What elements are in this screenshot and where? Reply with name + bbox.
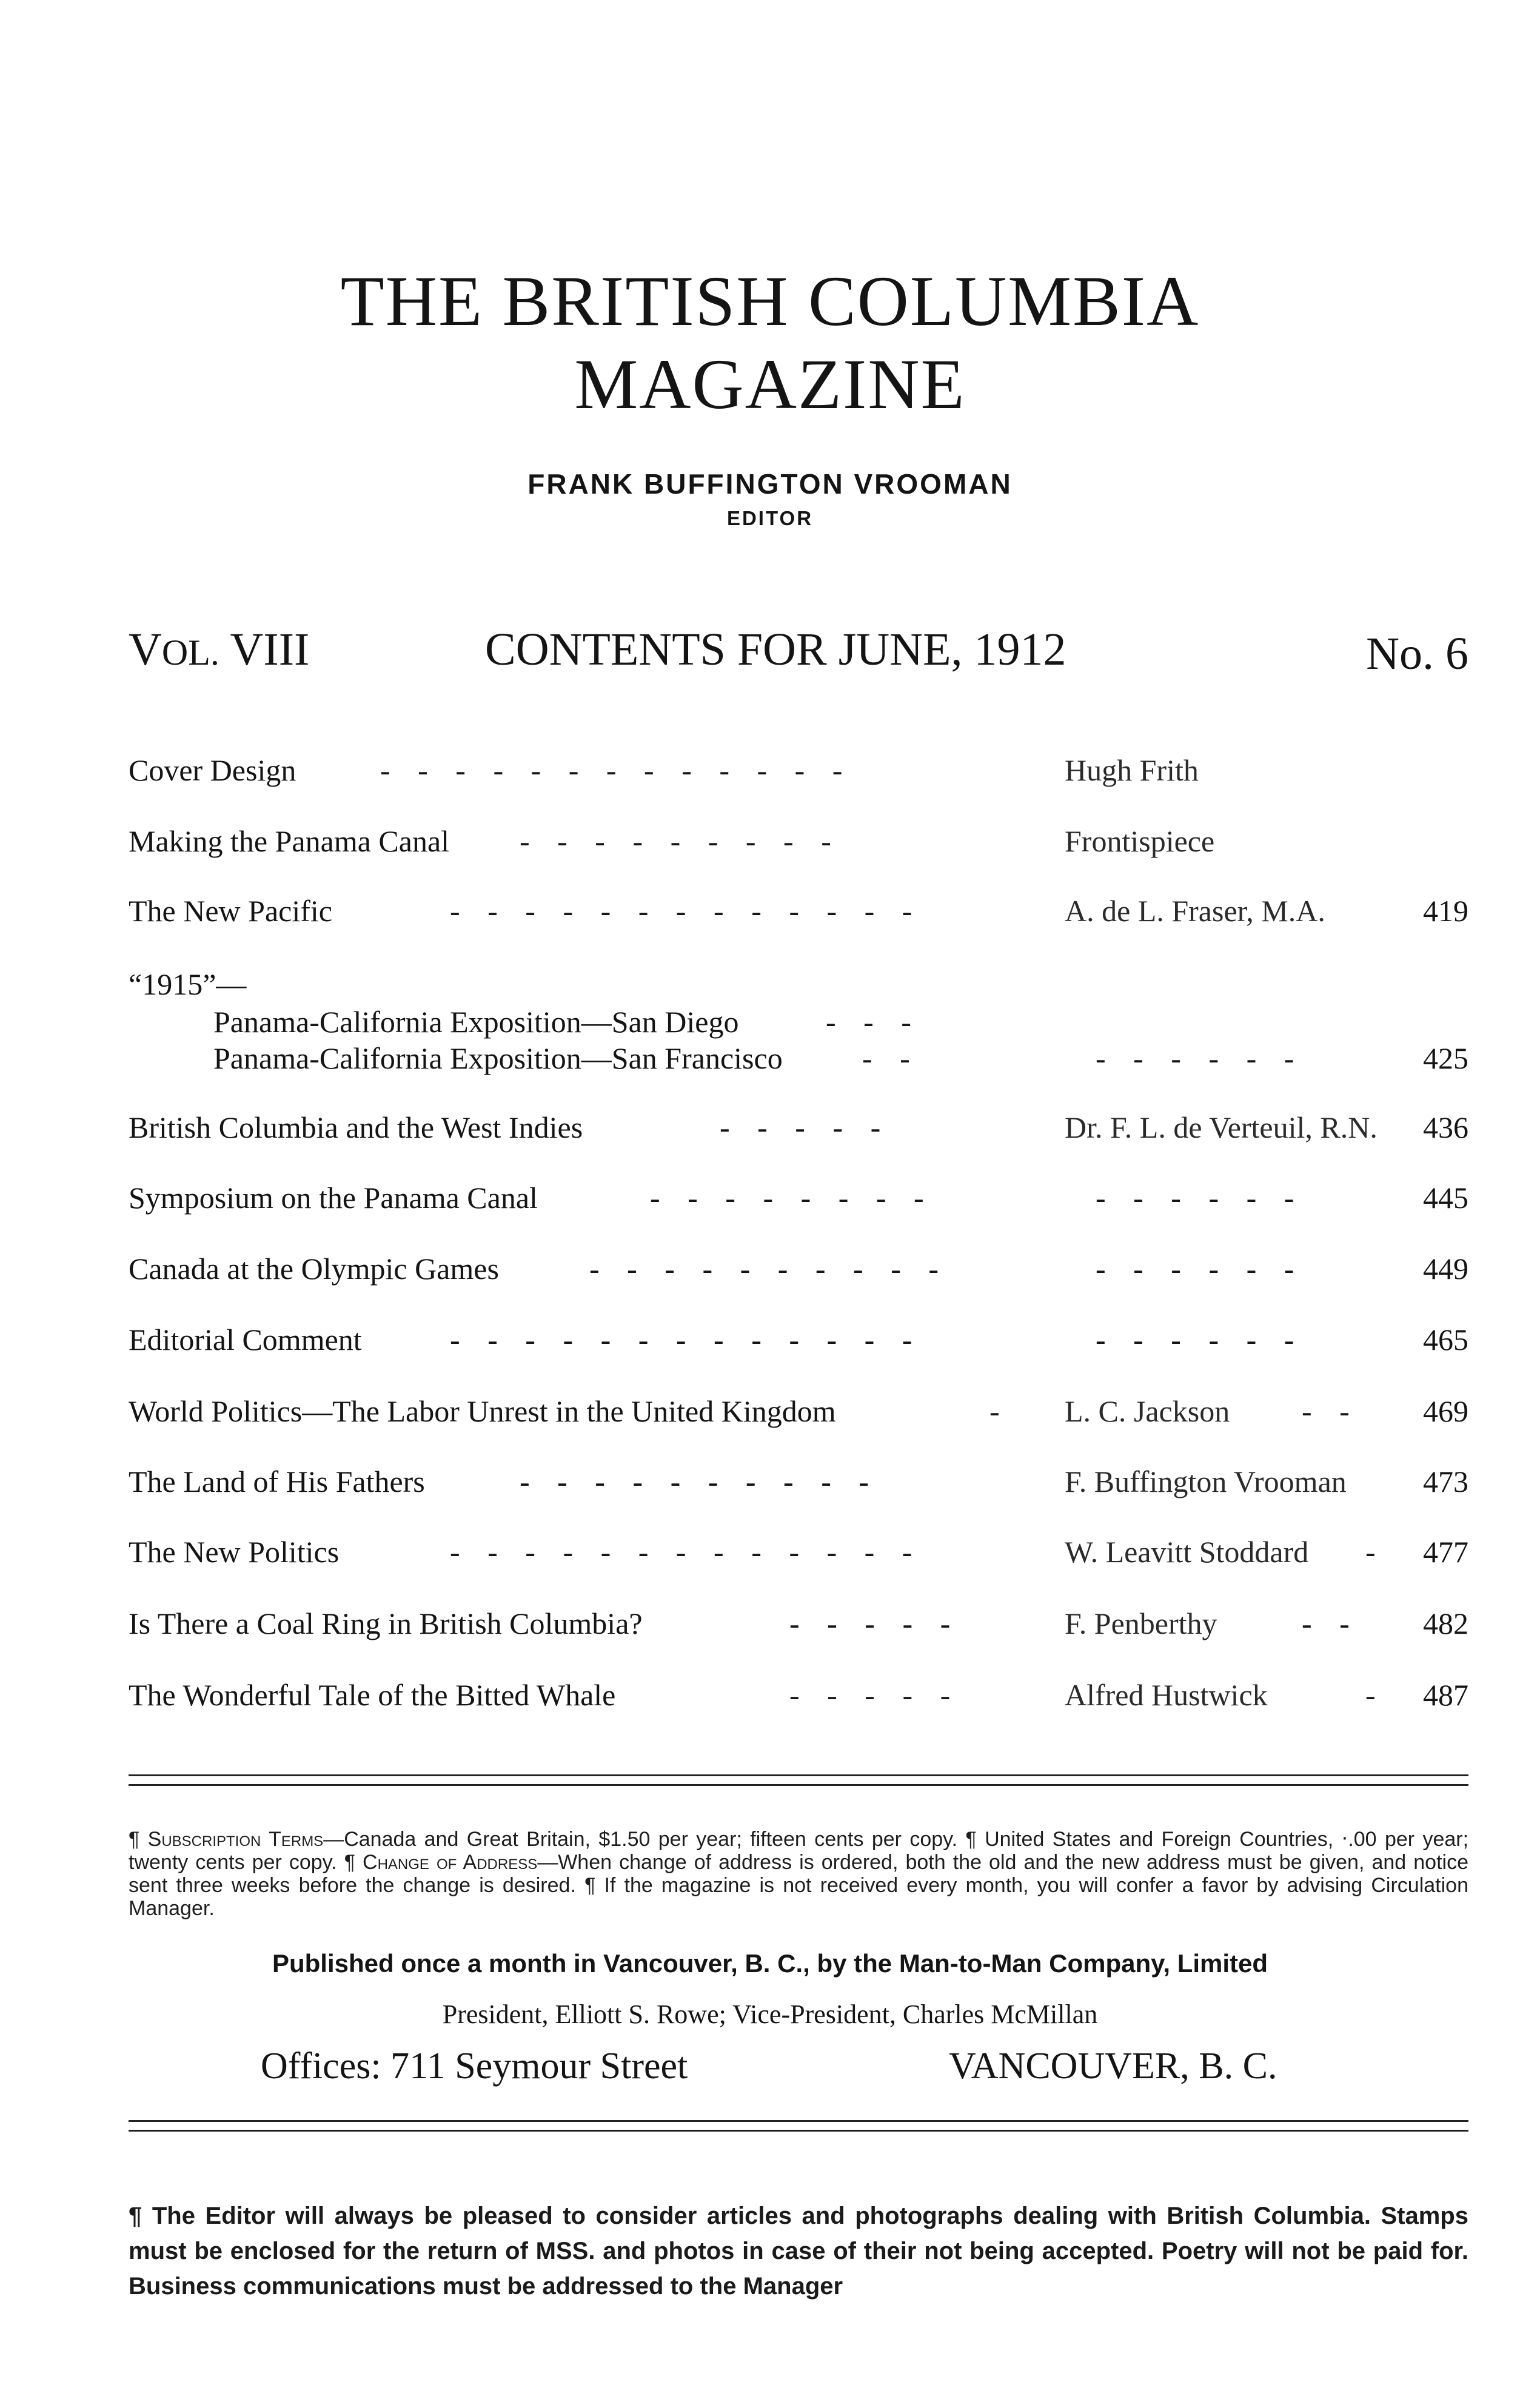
city-name: VANCOUVER, B. C. [949,2045,1277,2087]
toc-trail-leader: - - - - - - [1096,1041,1296,1075]
toc-page: 482 [1423,1606,1468,1640]
issue-number: No. 6 [1366,628,1468,679]
magazine-title-line2: MAGAZINE [574,344,966,424]
subscription-terms-text: —Canada and Great Britain, $1.50 per year; fifteen cents per copy. [323,1828,958,1851]
toc-page: 465 [1423,1323,1468,1357]
divider-rule [129,1784,1468,1786]
toc-row [129,755,1468,797]
divider-rule [129,2120,1468,2122]
officers-line: President, Elliott S. Rowe; Vice-President, Charles McMillan [442,1999,1098,2029]
toc-row [129,1183,1468,1225]
toc-row [129,1043,1468,1086]
toc-page: 436 [1423,1110,1468,1144]
toc-page: 419 [1423,894,1468,928]
toc-title: British Columbia and the West Indies [129,1110,583,1144]
delivery-notice-text: If the magazine is not received every month, you will confer a favor by advising Circulation Manager. [129,1874,1468,1920]
toc-title: Is There a Coal Ring in British Columbia? [129,1606,643,1640]
toc-leader: - - - - - - - - - - - - - [450,1535,914,1569]
contents-heading: CONTENTS FOR JUNE, 1912 [485,624,1066,675]
editor-note [129,2198,1468,2304]
magazine-title-line1: THE BRITISH COLUMBIA [340,261,1200,341]
divider-rule [129,1774,1468,1776]
toc-author: Frontispiece [1065,824,1215,858]
toc-leader: - - - - - - - - - - - - - [450,1323,914,1357]
toc-title: Panama-California Exposition—San Francisco [213,1041,783,1075]
toc-leader: - - - - - [789,1606,952,1640]
toc-title: Panama-California Exposition—San Diego [213,1005,739,1039]
toc-trail-leader: - [1365,1535,1377,1569]
toc-row [129,1112,1468,1155]
change-of-address-label: Change of Address [363,1851,538,1874]
toc-author: A. de L. Fraser, M.A. [1065,894,1325,928]
toc-author: F. Buffington Vrooman [1065,1465,1347,1498]
published-line: Published once a month in Vancouver, B. C., by the Man-to-Man Company, Limited [272,1949,1268,1978]
toc-author: Alfred Hustwick [1065,1678,1268,1712]
toc-leader: - - - - - - - - - - [520,1465,871,1498]
toc-row [129,826,1468,868]
toc-trail-leader: - - - - - - [1096,1181,1296,1215]
toc-author: L. C. Jackson [1065,1394,1230,1428]
toc-leader: - [989,1394,1001,1428]
paragraph-mark-icon: ¶ [129,2203,142,2229]
toc-row [129,1324,1468,1367]
volume-prefix: V [129,624,162,675]
toc-title: The Land of His Fathers [129,1465,425,1498]
toc-title: World Politics—The Labor Unrest in the United Kingdom [129,1394,836,1428]
toc-trail-leader: - - [1302,1394,1351,1428]
paragraph-mark-icon: ¶ [965,1828,977,1851]
divider-rule [129,2130,1468,2132]
toc-trail-leader: - - - - - - [1096,1252,1296,1286]
toc-title: The New Politics [129,1535,340,1569]
foreign-terms-text: United States and Foreign Countries, ‧.00 per year; twenty cents per copy. [129,1828,1469,1874]
editor-role: EDITOR [726,507,814,529]
toc-leader: - - - - - - - - - [520,824,832,858]
toc-row [129,1537,1468,1579]
toc-row [129,1396,1468,1438]
toc-title: The New Pacific [129,894,332,928]
toc-row [129,1608,1468,1651]
toc-leader: - - - - - [720,1110,882,1144]
toc-author: W. Leavitt Stoddard [1065,1535,1309,1569]
editor-note-text: The Editor will always be pleased to consider articles and photographs dealing with British Columbia. Stamps must be enclosed for the return of MSS. and photos in case of their not being accepted. Poetry will not be paid for. Business communications must be addressed to the Manager [129,2203,1468,2300]
toc-row [129,896,1468,938]
toc-row [129,1253,1468,1296]
paragraph-mark-icon: ¶ [129,1828,140,1851]
toc-page: 425 [1423,1041,1468,1075]
toc-author: Hugh Frith [1065,753,1199,787]
toc-trail-leader: - - - - - - [1096,1323,1296,1357]
volume-prefix-smallcaps: OL. [161,633,219,673]
toc-page: 473 [1423,1465,1468,1498]
toc-leader: - - - - - - - - - - - - - [450,894,914,928]
offices-address: Offices: 711 Seymour Street [261,2045,688,2087]
volume-number: VIII [219,624,310,675]
toc-page: 487 [1423,1678,1468,1712]
toc-page: 449 [1423,1252,1468,1286]
subscription-terms [129,1828,1468,1920]
toc-leader: - - - - - - - - [650,1181,925,1215]
toc-page: 477 [1423,1535,1468,1569]
toc-title: Editorial Comment [129,1323,362,1357]
toc-row [129,1680,1468,1722]
toc-author: F. Penberthy [1065,1606,1217,1640]
change-of-address-text: —When change of address is ordered, both the old and the new address must be given, and notice sent three weeks before the change is desired. [129,1851,1469,1897]
toc-title: Symposium on the Panama Canal [129,1181,538,1215]
toc-title: Canada at the Olympic Games [129,1252,499,1286]
toc-author: Dr. F. L. de Verteuil, R.N. [1065,1110,1378,1144]
toc-title: Making the Panama Canal [129,824,450,858]
volume-label [129,626,309,673]
toc-leader: - - - - - - - - - - [589,1252,940,1286]
toc-title: The Wonderful Tale of the Bitted Whale [129,1678,616,1712]
toc-leader: - - - [826,1005,912,1039]
paragraph-mark-icon: ¶ [344,1851,355,1874]
subscription-terms-label: Subscription Terms [147,1828,324,1851]
toc-leader: - - - - - [789,1678,952,1712]
toc-trail-leader: - - [1302,1606,1351,1640]
editor-name: FRANK BUFFINGTON VROOMAN [527,468,1013,500]
toc-leader: - - [862,1041,911,1075]
toc-page: 469 [1423,1394,1468,1428]
toc-leader: - - - - - - - - - - - - - [380,753,844,787]
toc-row [129,1466,1468,1509]
toc-page: 445 [1423,1181,1468,1215]
toc-title: “1915”— [129,967,247,1001]
toc-trail-leader: - [1365,1678,1377,1712]
toc-title: Cover Design [129,753,296,787]
paragraph-mark-icon: ¶ [584,1874,596,1897]
